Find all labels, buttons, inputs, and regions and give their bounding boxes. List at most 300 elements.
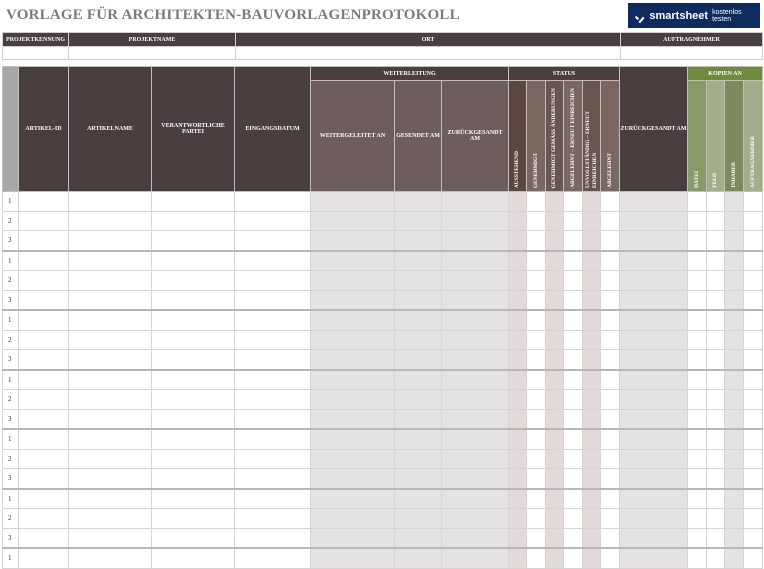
table-cell[interactable]	[620, 271, 688, 291]
table-cell[interactable]	[601, 310, 620, 330]
table-cell[interactable]	[601, 251, 620, 271]
table-cell[interactable]	[69, 548, 152, 568]
table-cell[interactable]	[19, 330, 69, 350]
table-cell[interactable]	[583, 449, 601, 469]
table-cell[interactable]	[564, 509, 583, 529]
table-cell[interactable]	[688, 211, 707, 231]
table-cell[interactable]	[152, 409, 235, 429]
table-cell[interactable]	[620, 310, 688, 330]
table-cell[interactable]	[395, 211, 442, 231]
table-cell[interactable]	[620, 509, 688, 529]
table-cell[interactable]	[601, 548, 620, 568]
table-cell[interactable]	[235, 231, 311, 251]
table-cell[interactable]	[152, 192, 235, 212]
table-cell[interactable]	[725, 489, 744, 509]
table-cell[interactable]	[19, 370, 69, 390]
table-cell[interactable]	[744, 449, 763, 469]
table-cell[interactable]	[707, 290, 725, 310]
table-cell[interactable]	[707, 211, 725, 231]
table-cell[interactable]	[235, 251, 311, 271]
table-cell[interactable]	[152, 370, 235, 390]
table-cell[interactable]	[707, 449, 725, 469]
table-cell[interactable]	[546, 370, 564, 390]
table-cell[interactable]	[19, 271, 69, 291]
table-cell[interactable]	[564, 548, 583, 568]
table-cell[interactable]	[707, 330, 725, 350]
table-cell[interactable]	[509, 290, 527, 310]
table-cell[interactable]	[601, 211, 620, 231]
table-cell[interactable]	[688, 390, 707, 410]
table-cell[interactable]	[725, 251, 744, 271]
table-cell[interactable]	[395, 192, 442, 212]
table-cell[interactable]	[235, 469, 311, 489]
table-cell[interactable]	[601, 370, 620, 390]
table-cell[interactable]	[311, 350, 395, 370]
table-cell[interactable]	[527, 390, 546, 410]
table-cell[interactable]	[235, 211, 311, 231]
table-cell[interactable]	[620, 429, 688, 449]
table-cell[interactable]	[395, 231, 442, 251]
table-cell[interactable]	[311, 509, 395, 529]
table-cell[interactable]	[583, 330, 601, 350]
table-cell[interactable]	[19, 231, 69, 251]
table-cell[interactable]	[152, 330, 235, 350]
table-cell[interactable]	[509, 330, 527, 350]
table-cell[interactable]	[688, 310, 707, 330]
table-cell[interactable]	[19, 350, 69, 370]
table-cell[interactable]	[601, 429, 620, 449]
table-cell[interactable]	[688, 489, 707, 509]
table-cell[interactable]	[744, 509, 763, 529]
table-cell[interactable]	[744, 251, 763, 271]
table-cell[interactable]	[395, 548, 442, 568]
table-cell[interactable]	[235, 290, 311, 310]
table-cell[interactable]	[744, 271, 763, 291]
table-cell[interactable]	[69, 350, 152, 370]
table-cell[interactable]	[620, 211, 688, 231]
project-id-field[interactable]	[3, 47, 69, 60]
table-cell[interactable]	[725, 290, 744, 310]
table-cell[interactable]	[69, 469, 152, 489]
table-cell[interactable]	[707, 192, 725, 212]
table-cell[interactable]	[546, 231, 564, 251]
table-cell[interactable]	[688, 350, 707, 370]
table-cell[interactable]	[620, 528, 688, 548]
table-cell[interactable]	[546, 429, 564, 449]
table-cell[interactable]	[744, 489, 763, 509]
table-cell[interactable]	[564, 469, 583, 489]
table-cell[interactable]	[546, 469, 564, 489]
table-cell[interactable]	[564, 192, 583, 212]
table-cell[interactable]	[311, 449, 395, 469]
project-name-field[interactable]	[69, 47, 236, 60]
table-cell[interactable]	[442, 231, 509, 251]
table-cell[interactable]	[235, 271, 311, 291]
table-cell[interactable]	[707, 409, 725, 429]
table-cell[interactable]	[601, 528, 620, 548]
table-cell[interactable]	[311, 192, 395, 212]
table-cell[interactable]	[583, 192, 601, 212]
table-cell[interactable]	[19, 528, 69, 548]
table-cell[interactable]	[725, 469, 744, 489]
table-cell[interactable]	[152, 509, 235, 529]
table-cell[interactable]	[564, 350, 583, 370]
table-cell[interactable]	[69, 409, 152, 429]
table-cell[interactable]	[744, 211, 763, 231]
table-cell[interactable]	[601, 409, 620, 429]
table-cell[interactable]	[601, 489, 620, 509]
table-cell[interactable]	[601, 192, 620, 212]
table-cell[interactable]	[707, 509, 725, 529]
table-cell[interactable]	[725, 548, 744, 568]
table-cell[interactable]	[509, 350, 527, 370]
table-cell[interactable]	[688, 409, 707, 429]
table-cell[interactable]	[601, 390, 620, 410]
table-cell[interactable]	[583, 370, 601, 390]
table-cell[interactable]	[442, 409, 509, 429]
table-cell[interactable]	[583, 548, 601, 568]
table-cell[interactable]	[395, 449, 442, 469]
table-cell[interactable]	[235, 310, 311, 330]
table-cell[interactable]	[583, 231, 601, 251]
table-cell[interactable]	[311, 330, 395, 350]
table-cell[interactable]	[235, 548, 311, 568]
table-cell[interactable]	[395, 429, 442, 449]
table-cell[interactable]	[527, 509, 546, 529]
table-cell[interactable]	[235, 409, 311, 429]
table-cell[interactable]	[509, 429, 527, 449]
table-cell[interactable]	[707, 469, 725, 489]
table-cell[interactable]	[509, 310, 527, 330]
table-cell[interactable]	[311, 370, 395, 390]
table-cell[interactable]	[527, 271, 546, 291]
table-cell[interactable]	[311, 469, 395, 489]
table-cell[interactable]	[546, 251, 564, 271]
table-cell[interactable]	[235, 192, 311, 212]
table-cell[interactable]	[69, 449, 152, 469]
table-cell[interactable]	[620, 469, 688, 489]
table-cell[interactable]	[69, 509, 152, 529]
table-cell[interactable]	[69, 310, 152, 330]
table-cell[interactable]	[688, 469, 707, 489]
table-cell[interactable]	[19, 192, 69, 212]
table-cell[interactable]	[509, 489, 527, 509]
table-cell[interactable]	[509, 449, 527, 469]
table-cell[interactable]	[395, 330, 442, 350]
table-cell[interactable]	[546, 528, 564, 548]
table-cell[interactable]	[546, 548, 564, 568]
table-cell[interactable]	[152, 469, 235, 489]
table-cell[interactable]	[725, 310, 744, 330]
table-cell[interactable]	[509, 370, 527, 390]
table-cell[interactable]	[744, 528, 763, 548]
table-cell[interactable]	[395, 489, 442, 509]
table-cell[interactable]	[527, 310, 546, 330]
table-cell[interactable]	[744, 231, 763, 251]
table-cell[interactable]	[583, 290, 601, 310]
table-cell[interactable]	[527, 330, 546, 350]
table-cell[interactable]	[744, 350, 763, 370]
table-cell[interactable]	[688, 251, 707, 271]
table-cell[interactable]	[707, 390, 725, 410]
table-cell[interactable]	[527, 469, 546, 489]
table-cell[interactable]	[152, 290, 235, 310]
table-cell[interactable]	[442, 290, 509, 310]
table-cell[interactable]	[509, 390, 527, 410]
table-cell[interactable]	[311, 271, 395, 291]
table-cell[interactable]	[601, 350, 620, 370]
table-cell[interactable]	[442, 449, 509, 469]
table-cell[interactable]	[564, 449, 583, 469]
table-cell[interactable]	[311, 290, 395, 310]
table-cell[interactable]	[152, 350, 235, 370]
table-cell[interactable]	[527, 231, 546, 251]
table-cell[interactable]	[527, 211, 546, 231]
table-cell[interactable]	[564, 390, 583, 410]
table-cell[interactable]	[509, 231, 527, 251]
table-cell[interactable]	[546, 409, 564, 429]
table-cell[interactable]	[395, 350, 442, 370]
table-cell[interactable]	[620, 390, 688, 410]
table-cell[interactable]	[19, 290, 69, 310]
table-cell[interactable]	[311, 211, 395, 231]
table-cell[interactable]	[707, 528, 725, 548]
table-cell[interactable]	[395, 409, 442, 429]
table-cell[interactable]	[152, 449, 235, 469]
table-cell[interactable]	[527, 370, 546, 390]
table-cell[interactable]	[583, 528, 601, 548]
table-cell[interactable]	[69, 251, 152, 271]
table-cell[interactable]	[620, 449, 688, 469]
table-cell[interactable]	[509, 211, 527, 231]
table-cell[interactable]	[69, 390, 152, 410]
table-cell[interactable]	[744, 192, 763, 212]
table-cell[interactable]	[707, 271, 725, 291]
table-cell[interactable]	[583, 251, 601, 271]
table-cell[interactable]	[442, 271, 509, 291]
table-cell[interactable]	[725, 390, 744, 410]
table-cell[interactable]	[527, 251, 546, 271]
table-cell[interactable]	[744, 469, 763, 489]
table-cell[interactable]	[527, 528, 546, 548]
table-cell[interactable]	[725, 409, 744, 429]
table-cell[interactable]	[235, 528, 311, 548]
table-cell[interactable]	[509, 528, 527, 548]
table-cell[interactable]	[688, 192, 707, 212]
table-cell[interactable]	[311, 489, 395, 509]
table-cell[interactable]	[152, 251, 235, 271]
table-cell[interactable]	[688, 528, 707, 548]
table-cell[interactable]	[442, 548, 509, 568]
table-cell[interactable]	[546, 350, 564, 370]
table-cell[interactable]	[152, 429, 235, 449]
table-cell[interactable]	[620, 231, 688, 251]
table-cell[interactable]	[235, 429, 311, 449]
table-cell[interactable]	[583, 211, 601, 231]
table-cell[interactable]	[527, 192, 546, 212]
table-cell[interactable]	[442, 350, 509, 370]
table-cell[interactable]	[744, 370, 763, 390]
table-cell[interactable]	[527, 429, 546, 449]
table-cell[interactable]	[235, 330, 311, 350]
table-cell[interactable]	[564, 489, 583, 509]
table-cell[interactable]	[509, 271, 527, 291]
table-cell[interactable]	[725, 429, 744, 449]
table-cell[interactable]	[564, 251, 583, 271]
table-cell[interactable]	[546, 271, 564, 291]
table-cell[interactable]	[564, 370, 583, 390]
table-cell[interactable]	[69, 290, 152, 310]
table-cell[interactable]	[620, 330, 688, 350]
table-cell[interactable]	[725, 231, 744, 251]
table-cell[interactable]	[19, 390, 69, 410]
table-cell[interactable]	[152, 211, 235, 231]
table-cell[interactable]	[311, 310, 395, 330]
table-cell[interactable]	[69, 528, 152, 548]
table-cell[interactable]	[442, 211, 509, 231]
table-cell[interactable]	[707, 370, 725, 390]
table-cell[interactable]	[707, 350, 725, 370]
table-cell[interactable]	[601, 231, 620, 251]
table-cell[interactable]	[395, 528, 442, 548]
table-cell[interactable]	[601, 330, 620, 350]
table-cell[interactable]	[19, 429, 69, 449]
table-cell[interactable]	[442, 469, 509, 489]
table-cell[interactable]	[235, 390, 311, 410]
table-cell[interactable]	[725, 528, 744, 548]
table-cell[interactable]	[583, 271, 601, 291]
table-cell[interactable]	[395, 310, 442, 330]
table-cell[interactable]	[688, 231, 707, 251]
table-cell[interactable]	[707, 231, 725, 251]
table-cell[interactable]	[583, 469, 601, 489]
table-cell[interactable]	[688, 449, 707, 469]
table-cell[interactable]	[744, 548, 763, 568]
table-cell[interactable]	[601, 469, 620, 489]
table-cell[interactable]	[235, 489, 311, 509]
table-cell[interactable]	[688, 370, 707, 390]
table-cell[interactable]	[395, 370, 442, 390]
table-cell[interactable]	[707, 310, 725, 330]
table-cell[interactable]	[620, 251, 688, 271]
table-cell[interactable]	[564, 409, 583, 429]
table-cell[interactable]	[707, 489, 725, 509]
table-cell[interactable]	[69, 429, 152, 449]
table-cell[interactable]	[509, 409, 527, 429]
table-cell[interactable]	[509, 251, 527, 271]
table-cell[interactable]	[546, 310, 564, 330]
table-cell[interactable]	[744, 390, 763, 410]
table-cell[interactable]	[527, 489, 546, 509]
table-cell[interactable]	[152, 310, 235, 330]
table-cell[interactable]	[235, 350, 311, 370]
table-cell[interactable]	[19, 489, 69, 509]
table-cell[interactable]	[235, 449, 311, 469]
table-cell[interactable]	[527, 290, 546, 310]
table-cell[interactable]	[311, 429, 395, 449]
table-cell[interactable]	[19, 211, 69, 231]
table-cell[interactable]	[311, 251, 395, 271]
table-cell[interactable]	[19, 469, 69, 489]
table-cell[interactable]	[688, 429, 707, 449]
table-cell[interactable]	[546, 290, 564, 310]
table-cell[interactable]	[152, 489, 235, 509]
table-cell[interactable]	[442, 390, 509, 410]
table-cell[interactable]	[744, 310, 763, 330]
table-cell[interactable]	[546, 509, 564, 529]
table-cell[interactable]	[442, 489, 509, 509]
table-cell[interactable]	[688, 330, 707, 350]
table-cell[interactable]	[509, 548, 527, 568]
table-cell[interactable]	[620, 489, 688, 509]
table-cell[interactable]	[583, 429, 601, 449]
table-cell[interactable]	[688, 509, 707, 529]
table-cell[interactable]	[564, 271, 583, 291]
table-cell[interactable]	[395, 290, 442, 310]
table-cell[interactable]	[395, 251, 442, 271]
table-cell[interactable]	[442, 192, 509, 212]
table-cell[interactable]	[564, 211, 583, 231]
table-cell[interactable]	[564, 231, 583, 251]
table-cell[interactable]	[725, 192, 744, 212]
table-cell[interactable]	[19, 409, 69, 429]
table-cell[interactable]	[601, 290, 620, 310]
table-cell[interactable]	[583, 390, 601, 410]
table-cell[interactable]	[152, 271, 235, 291]
table-cell[interactable]	[442, 429, 509, 449]
table-cell[interactable]	[583, 509, 601, 529]
table-cell[interactable]	[69, 489, 152, 509]
contractor-field[interactable]	[621, 47, 763, 60]
table-cell[interactable]	[395, 390, 442, 410]
table-cell[interactable]	[688, 290, 707, 310]
table-cell[interactable]	[235, 509, 311, 529]
table-cell[interactable]	[69, 211, 152, 231]
table-cell[interactable]	[546, 330, 564, 350]
table-cell[interactable]	[620, 290, 688, 310]
table-cell[interactable]	[725, 350, 744, 370]
table-cell[interactable]	[744, 429, 763, 449]
table-cell[interactable]	[442, 509, 509, 529]
table-cell[interactable]	[725, 271, 744, 291]
table-cell[interactable]	[583, 489, 601, 509]
table-cell[interactable]	[19, 449, 69, 469]
table-cell[interactable]	[583, 409, 601, 429]
table-cell[interactable]	[19, 509, 69, 529]
table-cell[interactable]	[744, 290, 763, 310]
table-cell[interactable]	[442, 528, 509, 548]
table-cell[interactable]	[69, 271, 152, 291]
table-cell[interactable]	[564, 429, 583, 449]
table-cell[interactable]	[620, 548, 688, 568]
table-cell[interactable]	[152, 528, 235, 548]
table-cell[interactable]	[311, 231, 395, 251]
table-cell[interactable]	[509, 469, 527, 489]
table-cell[interactable]	[235, 370, 311, 390]
table-cell[interactable]	[725, 509, 744, 529]
table-cell[interactable]	[442, 370, 509, 390]
table-cell[interactable]	[395, 509, 442, 529]
table-cell[interactable]	[601, 449, 620, 469]
table-cell[interactable]	[527, 449, 546, 469]
table-cell[interactable]	[688, 271, 707, 291]
table-cell[interactable]	[744, 330, 763, 350]
table-cell[interactable]	[69, 231, 152, 251]
table-cell[interactable]	[442, 330, 509, 350]
table-cell[interactable]	[311, 390, 395, 410]
table-cell[interactable]	[19, 548, 69, 568]
table-cell[interactable]	[69, 370, 152, 390]
